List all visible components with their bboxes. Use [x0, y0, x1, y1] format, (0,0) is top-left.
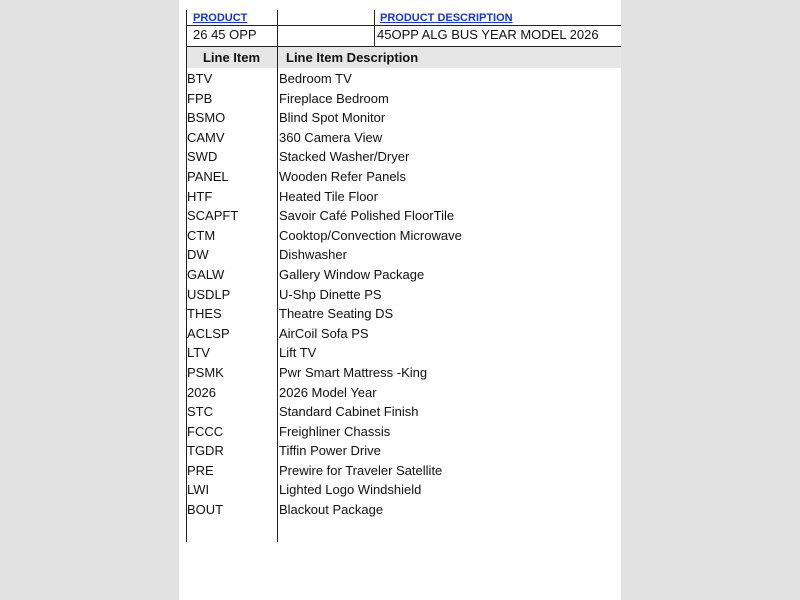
line-item-description: Prewire for Traveler Satellite: [279, 462, 443, 478]
line-item-code: LTV: [187, 345, 210, 361]
line-item-code: TGDR: [187, 443, 224, 459]
line-item-description: Bedroom TV: [279, 71, 352, 86]
table-row: [179, 206, 621, 226]
header-divider-1: [277, 10, 278, 47]
line-item-code: BTV: [187, 71, 213, 86]
spec-sheet: [179, 0, 621, 600]
product-description-label: PRODUCT DESCRIPTION: [380, 12, 513, 24]
table-row: [179, 383, 621, 403]
line-item-code: LWI: [187, 482, 210, 498]
line-item-description: Lift TV: [279, 345, 317, 361]
line-item-header: [186, 47, 277, 68]
line-item-description-header-label: Line Item Description: [286, 50, 419, 65]
line-item-code: CTM: [187, 227, 216, 243]
line-item-description: Tiffin Power Drive: [279, 443, 381, 459]
line-item-description: Lighted Logo Windshield: [279, 482, 422, 498]
header-divider-2: [374, 10, 375, 47]
line-item-code: SWD: [187, 149, 218, 165]
table-row: [179, 226, 621, 246]
line-item-description: Stacked Washer/Dryer: [279, 149, 410, 165]
table-row: [179, 402, 621, 422]
line-item-description: 2026 Model Year: [279, 384, 377, 400]
table-row: [179, 128, 621, 148]
table-row: [179, 304, 621, 324]
line-item-code: ACLSP: [187, 325, 230, 341]
table-row: [179, 108, 621, 128]
line-items-list: [179, 69, 621, 520]
line-item-description: Wooden Refer Panels: [279, 168, 406, 184]
header-left-border: [186, 10, 187, 47]
line-item-code: FCCC: [187, 423, 224, 439]
table-row: [179, 285, 621, 305]
line-item-description: Theatre Seating DS: [279, 306, 394, 322]
line-item-code: USDLP: [187, 286, 231, 302]
line-item-code: FPB: [187, 90, 213, 106]
line-item-code: 2026: [187, 384, 216, 400]
line-item-code: DW: [187, 247, 209, 263]
line-item-header-label: Line Item: [202, 50, 261, 65]
line-item-description: U-Shp Dinette PS: [279, 286, 382, 302]
table-row: [179, 324, 621, 344]
line-item-code: HTF: [187, 188, 213, 204]
product-description-value: 45OPP ALG BUS YEAR MODEL 2026: [377, 27, 599, 42]
table-row: [179, 89, 621, 109]
line-item-code: SCAPFT: [187, 208, 239, 224]
table-row: [179, 187, 621, 207]
table-row: [179, 363, 621, 383]
table-row: [179, 265, 621, 285]
line-item-description: AirCoil Sofa PS: [279, 325, 369, 341]
product-label: PRODUCT: [193, 12, 248, 24]
line-item-code: THES: [187, 306, 222, 322]
table-row: [179, 167, 621, 187]
line-item-code: BSMO: [187, 110, 226, 126]
line-item-description: Pwr Smart Mattress -King: [279, 364, 428, 380]
line-item-description: Dishwasher: [279, 247, 347, 263]
table-row: [179, 422, 621, 442]
line-item-description-header: [278, 47, 621, 68]
line-item-code: PRE: [187, 462, 214, 478]
line-item-code: CAMV: [187, 129, 225, 145]
header-rule: [186, 25, 621, 26]
line-item-code: GALW: [187, 266, 225, 282]
table-row: [179, 147, 621, 167]
line-item-description: Cooktop/Convection Microwave: [279, 227, 462, 243]
table-row: [179, 245, 621, 265]
table-row: [179, 461, 621, 481]
line-item-description: Gallery Window Package: [279, 266, 425, 282]
product-value: 26 45 OPP: [193, 27, 257, 42]
table-row: [179, 343, 621, 363]
table-row: [179, 480, 621, 500]
line-item-description: Blackout Package: [279, 502, 384, 518]
line-item-description: Heated Tile Floor: [279, 188, 378, 204]
line-item-code: STC: [187, 404, 213, 420]
line-item-description: Blind Spot Monitor: [279, 110, 386, 126]
line-item-description: 360 Camera View: [279, 129, 383, 145]
line-item-code: BOUT: [187, 502, 224, 518]
line-item-code: PSMK: [187, 364, 224, 380]
line-item-code: PANEL: [187, 168, 229, 184]
line-item-description: Savoir Café Polished FloorTile: [279, 208, 455, 224]
line-item-description: Freighliner Chassis: [279, 423, 391, 439]
table-row: [179, 500, 621, 520]
line-item-description: Fireplace Bedroom: [279, 90, 389, 106]
table-row: [179, 69, 621, 89]
line-item-description: Standard Cabinet Finish: [279, 404, 419, 420]
table-row: [179, 441, 621, 461]
